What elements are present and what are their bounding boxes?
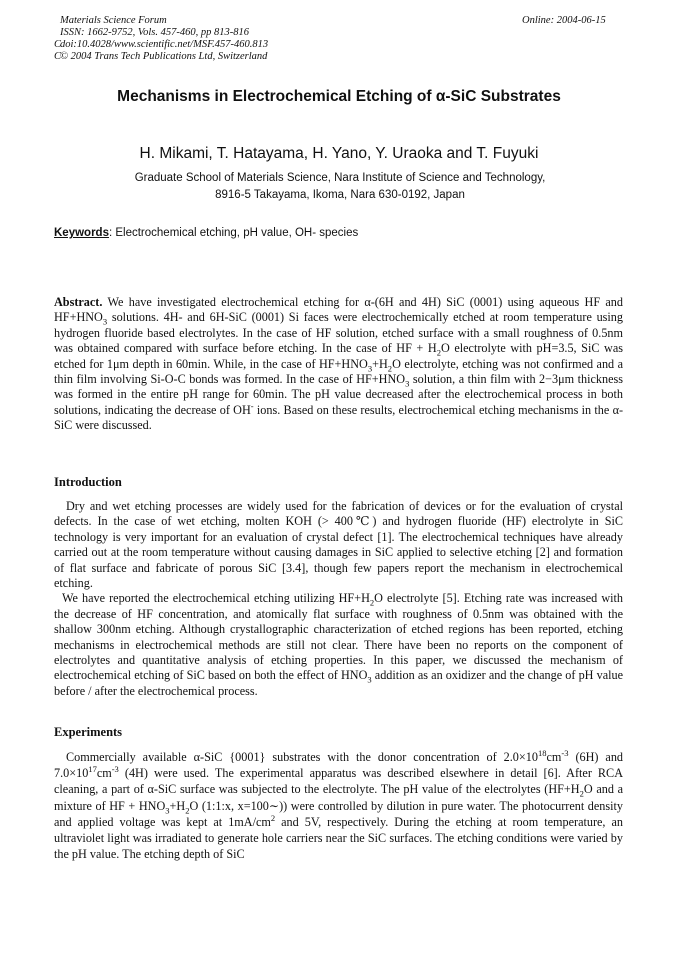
journal-name: Materials Science Forum (60, 15, 167, 26)
doi-line: doi:10.4028/www.scientific.net/MSF.457-460.813 (60, 39, 269, 50)
paragraph-text: cm (546, 750, 562, 764)
superscript: 18 (537, 747, 547, 758)
abstract-text: ions. Based on these results, electrochemical etching mechanisms in the α-SiC were discussed. (54, 402, 624, 433)
paragraph-text: +H (169, 798, 186, 813)
subscript: 3 (367, 674, 372, 685)
keywords (54, 227, 358, 239)
abstract-paragraph (54, 295, 623, 434)
paragraph-text: Commercially available α-SiC {0001} substrates with the donor concentration of 2.0×10 (66, 750, 538, 764)
superscript: 17 (88, 764, 97, 775)
journal-header (60, 15, 268, 63)
paragraph-text: We have reported the electrochemical etching utilizing HF+H (62, 591, 370, 606)
paragraph-text: addition as an oxidizer and the change of pH value before / after the electrochemical process. (54, 668, 623, 698)
authors: H. Mikami, T. Hatayama, H. Yano, Y. Uraoka and T. Fuyuki (139, 145, 539, 162)
copyright-line: © 2004 Trans Tech Publications Ltd, Switzerland (60, 51, 268, 62)
paragraph-text: (4H) were used. The experimental apparatus was described elsewhere in detail [6]. After RCA cleaning, a part of α-SiC surface was subjected to the electrolyte. The pH value of the electrolytes (HF+H (54, 766, 623, 797)
keywords-label: Keywords (54, 227, 109, 239)
superscript: -3 (111, 764, 119, 775)
c-mark-icon: C (54, 51, 62, 62)
paragraph-text: and 5V, respectively. During the etching at room temperature, an ultraviolet light was irradiated to generate hole carriers near the SiC surfaces. The etching conditions were varied by the pH value. The etching depth of SiC (54, 814, 623, 862)
introduction-body (54, 499, 623, 699)
abstract-text: We have investigated electrochemical etching for α-(6H and 4H) SiC (0001) using aqueous HF and HF+HNO (54, 295, 623, 325)
paragraph-text: O electrolyte [5]. Etching rate was increased with the decrease of HF concentration, and atomically flat surface with roughness of 0.5nm was obtained with the shallow 300nm etching. Although crystallographic characterization of etched regions has been reported, etching mechanisms in electrochemical methods are still not clear. There have been no reports on the component of electrolytes and quantitative analysis of etching properties. In this paper, we discussed the mechanism of electrochemical etching of SiC based on both the effect of HNO (54, 591, 623, 683)
subscript: 2 (579, 788, 584, 799)
abstract (54, 295, 623, 434)
abstract-text: O electrolyte, etching was not confirmed and a thin film involving Si-O-C bonds was formed. In the case of HF+HNO (54, 356, 624, 387)
abstract-text: +H (372, 356, 388, 371)
paragraph-text: O (1:1:x, x=100∼)) were controlled by dilution in pure water. The photocurrent density and applied voltage was kept at 1mA/cm (54, 798, 624, 829)
experiments-paragraph (54, 749, 623, 862)
abstract-text: solution, a thin film with 2−3μm thickness was formed in the entire pH range for 60min. The pH value decreased after the electrochemical process in both solutions, indicating the decrease of OH (54, 372, 623, 417)
subscript: 3 (165, 805, 170, 816)
section-heading-introduction: Introduction (54, 475, 122, 489)
introduction-paragraph-1: Dry and wet etching processes are widely used for the fabrication of devices or for the evaluation of crystal defects. In the case of wet etching, molten KOH (> 400℃) and hydrogen fluoride (HF) electrolyte in SiC technology is very important for an evaluation of crystal defect [1]. The electrochemical techniques have already carried out at the room temperature without causing damages in SiC applied to selective etching [2] and formation of flat surface and fabricate of porous SiC [3.4], though few papers report the mechanism in electrochemical etching. (54, 499, 623, 591)
affiliation (90, 170, 590, 203)
introduction-paragraph-2 (54, 591, 623, 699)
experiments-body (54, 749, 623, 862)
abstract-label: Abstract. (54, 295, 103, 309)
c-mark-icon: C (54, 39, 62, 50)
subscript: 3 (367, 363, 373, 374)
affiliation-line-2: 8916-5 Takayama, Ikoma, Nara 630-0192, Japan (215, 188, 465, 201)
superscript: 2 (270, 812, 276, 823)
subscript: 2 (387, 363, 393, 374)
subscript: 2 (185, 805, 190, 816)
affiliation-line-1: Graduate School of Materials Science, Nara Institute of Science and Technology, (134, 172, 546, 184)
issn-line: ISSN: 1662-9752, Vols. 457-460, pp 813-816 (60, 27, 249, 38)
abstract-text: O electrolyte with pH=3.5, SiC was etched for 1μm depth in 60min. While, in the case of HF+HNO (54, 341, 623, 371)
online-date: Online: 2004-06-15 (522, 15, 606, 26)
abstract-text: solutions. 4H- and 6H-SiC (0001) Si faces were electrochemically etched at room temperature using hydrogen fluoride based electrolytes. In the case of HF solution, etched surface with a small roughness of 0.5nm was obtained compared with surface before etching. In the case of HF + H (54, 310, 623, 356)
subscript: 3 (405, 378, 410, 389)
paragraph-text: (6H) and 7.0×10 (54, 750, 624, 781)
subscript: 2 (436, 347, 441, 358)
subscript: 2 (369, 597, 375, 608)
paragraph-text: cm (96, 766, 112, 781)
paragraph-text: O and a mixture of HF + HNO (54, 782, 623, 813)
superscript: - (250, 400, 254, 411)
section-heading-experiments: Experiments (54, 725, 123, 739)
keywords-text: : Electrochemical etching, pH value, OH- species (108, 227, 359, 239)
superscript: -3 (561, 747, 569, 758)
page-title: Mechanisms in Electrochemical Etching of α-SiC Substrates (117, 88, 561, 105)
subscript: 3 (102, 316, 108, 327)
